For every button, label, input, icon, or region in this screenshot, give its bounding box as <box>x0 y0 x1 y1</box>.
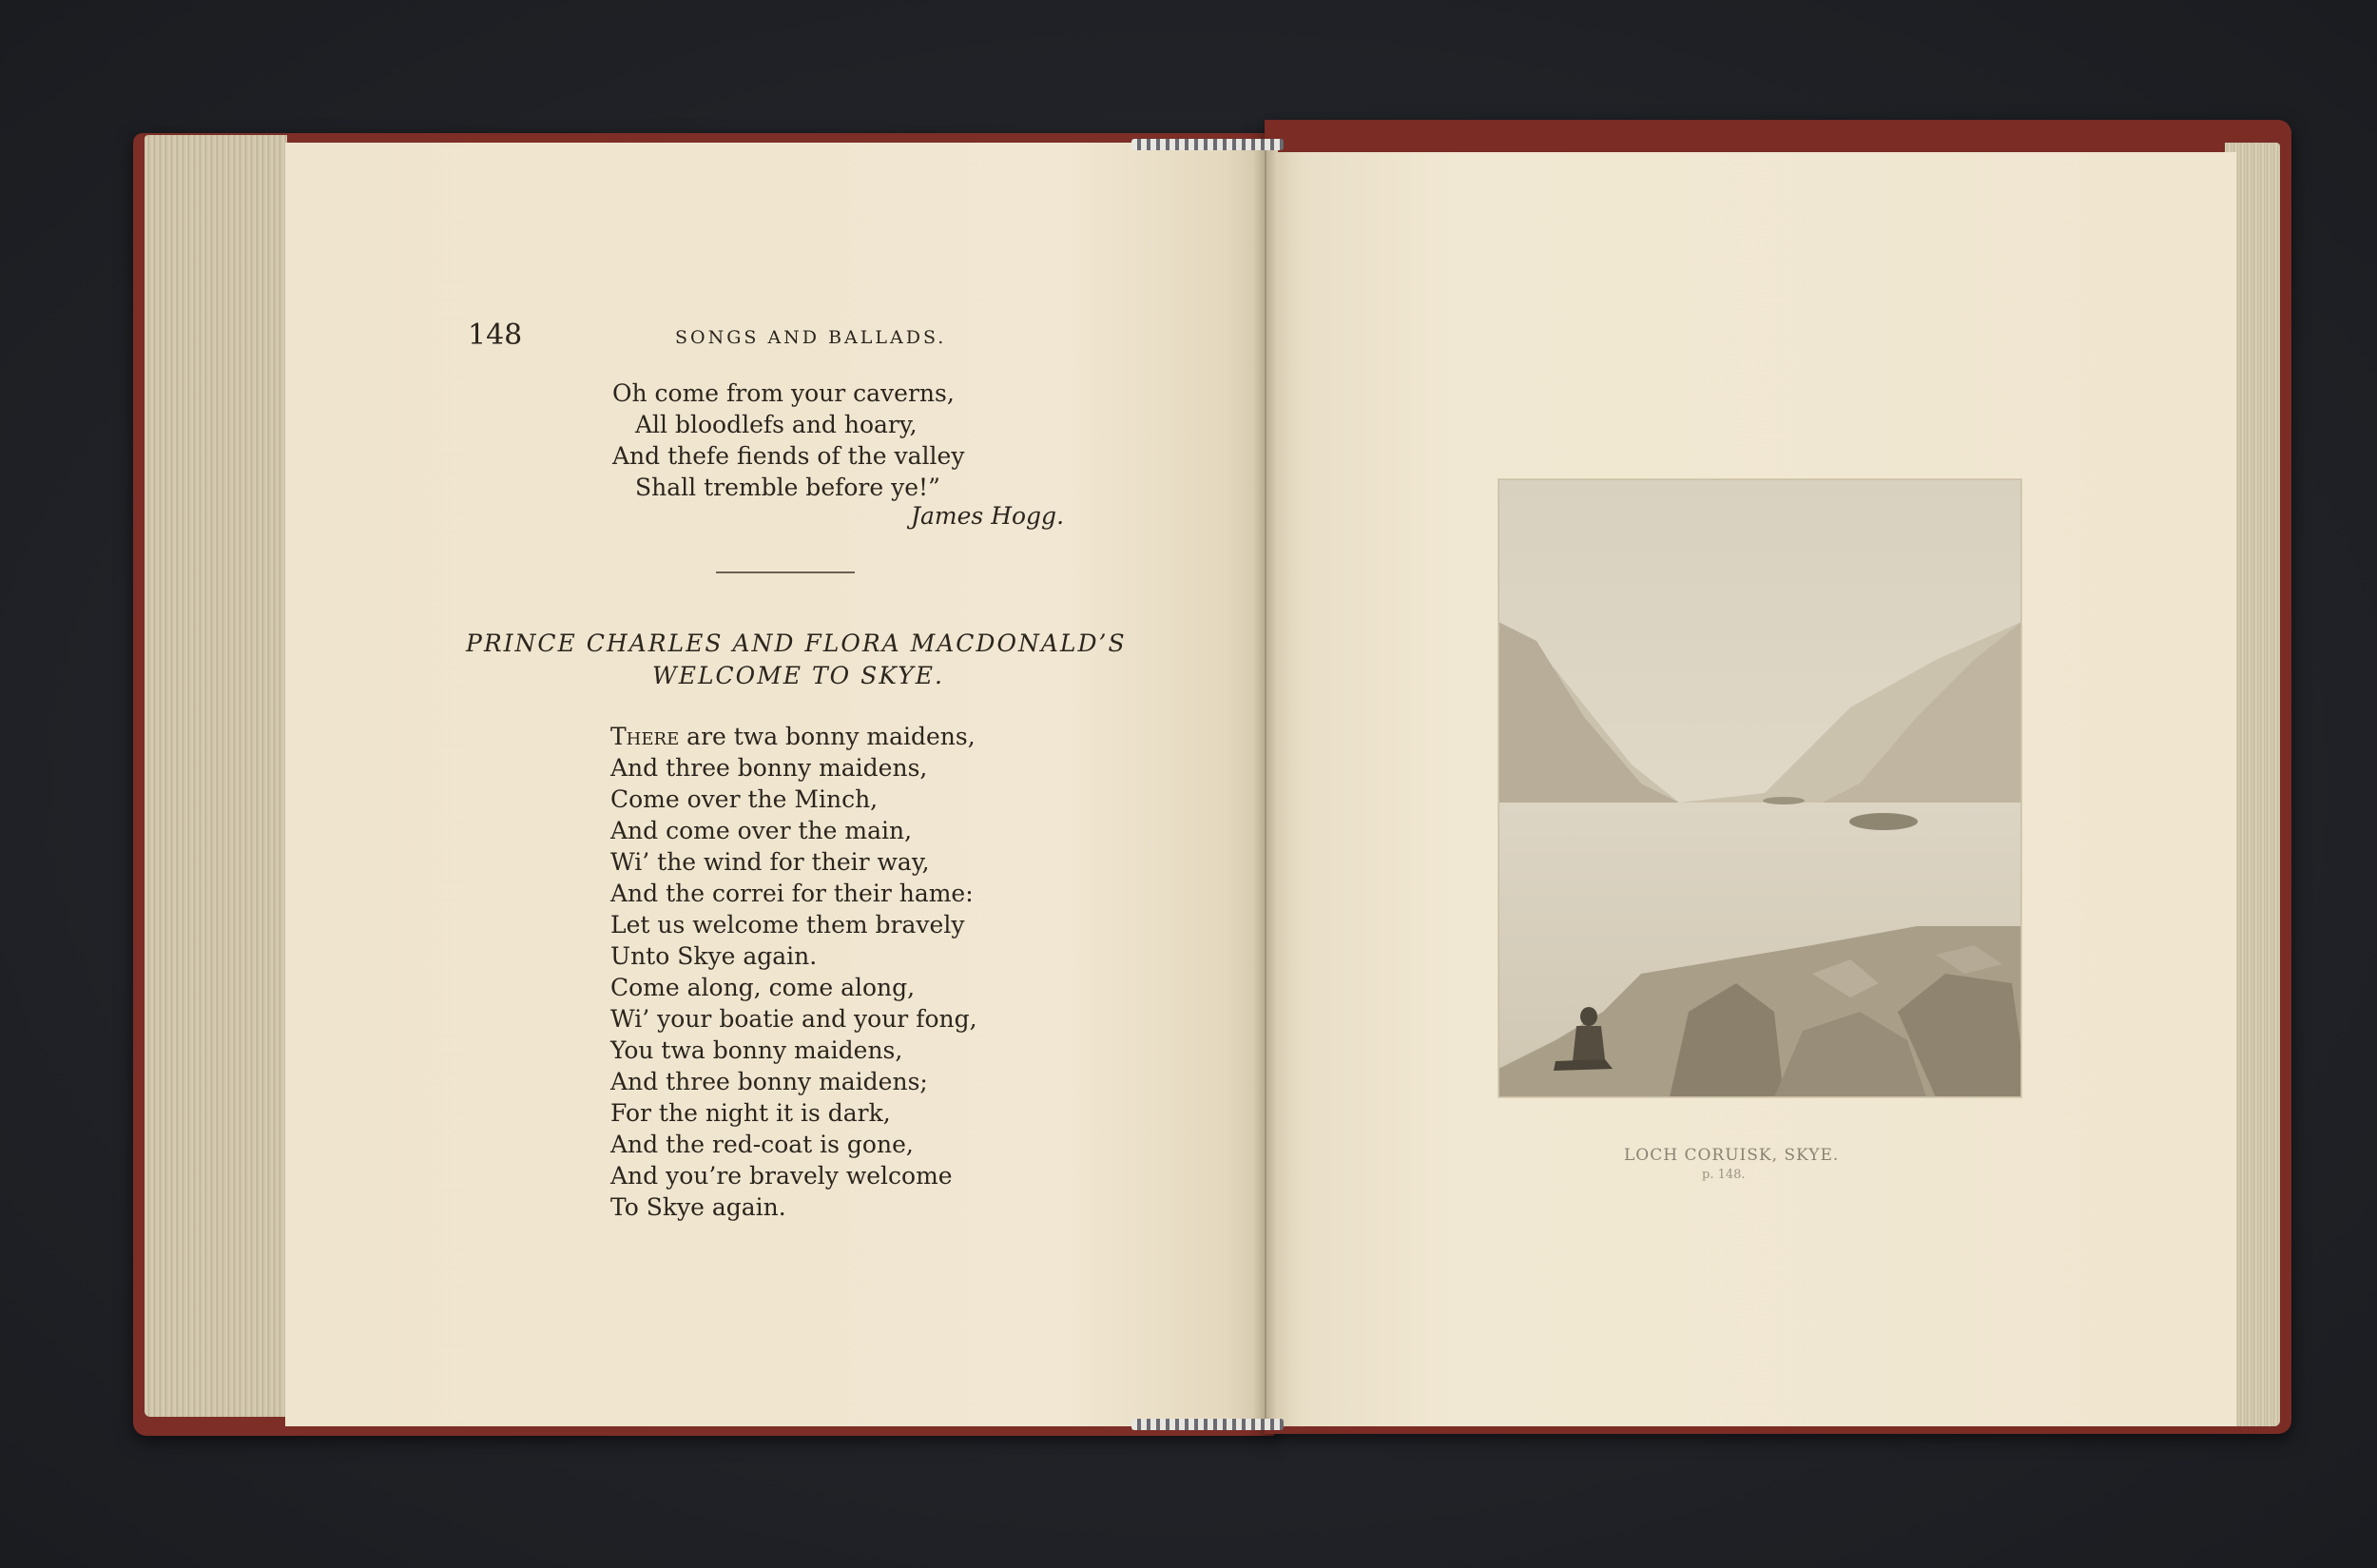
section-divider <box>716 571 855 573</box>
binding-stitch-top <box>1131 139 1284 150</box>
poem-title-line-2: WELCOME TO SKYE. <box>652 662 944 689</box>
poem-line: For the night it is dark, <box>610 1099 891 1127</box>
verse-line: Oh come from your caverns, <box>612 379 955 407</box>
poem-title-line-1: PRINCE CHARLES AND FLORA MACDONALD’S <box>466 629 1127 657</box>
poem-line: Wi’ the wind for their way, <box>610 848 930 876</box>
poem-line: Let us welcome them bravely <box>610 911 965 939</box>
poem-line: And you’re bravely welcome <box>610 1162 953 1190</box>
verse-line: All bloodlefs and hoary, <box>635 411 918 438</box>
poem-line: Wi’ your boatie and your fong, <box>610 1005 977 1033</box>
drop-word: There <box>610 723 680 750</box>
binding-stitch-bottom <box>1131 1419 1284 1430</box>
poem-line: To Skye again. <box>610 1193 786 1221</box>
poem-line: And the correi for their hame: <box>610 880 974 907</box>
photo-page-reference: p. 148. <box>1702 1168 1746 1182</box>
photo-caption: LOCH CORUISK, SKYE. <box>1624 1146 1840 1165</box>
poem-line: And come over the main, <box>610 817 913 844</box>
poem-line: And the red-coat is gone, <box>610 1131 914 1158</box>
loch-coruisk-photograph <box>1498 479 2021 1097</box>
poem-first-line <box>610 723 976 750</box>
page-edges-left <box>145 135 287 1417</box>
poem-line: And three bonny maidens, <box>610 754 928 782</box>
poem-line: And three bonny maidens; <box>610 1068 928 1095</box>
poem-line: Come over the Minch, <box>610 785 879 813</box>
running-head: SONGS AND BALLADS. <box>675 327 947 348</box>
verse-line: And thefe fiends of the valley <box>612 442 965 470</box>
verse-line: Shall tremble before ye!” <box>635 474 940 501</box>
page-number: 148 <box>468 319 523 352</box>
poem-line: Come along, come along, <box>610 974 916 1001</box>
poem-attribution: James Hogg. <box>911 502 1065 530</box>
first-line-text: are twa bonny maidens, <box>679 723 976 750</box>
poem-line: You twa bonny maidens, <box>610 1036 903 1064</box>
book-gutter <box>1253 143 1278 1428</box>
poem-line: Unto Skye again. <box>610 942 818 970</box>
